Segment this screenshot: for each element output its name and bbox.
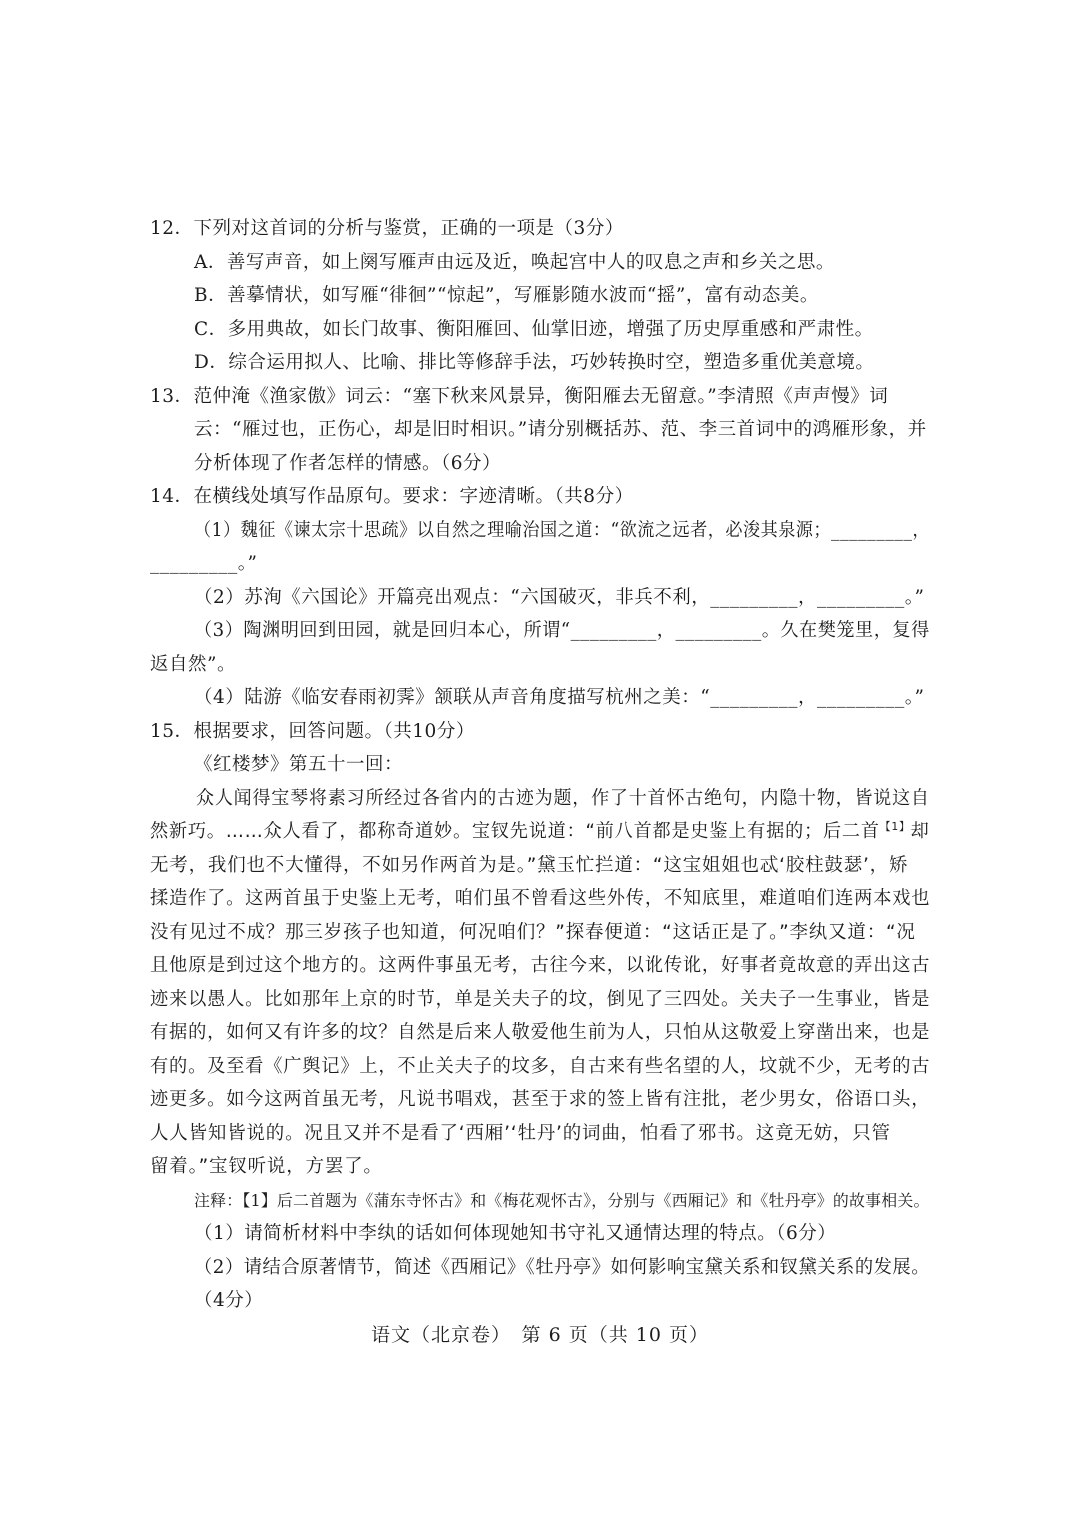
passage-line-4: 揉造作了。这两首虽于史鉴上无考，咱们虽不曾看这些外传，不知底里，难道咱们连两本戏也 (150, 888, 931, 909)
passage-line-3: 无考，我们也不大懂得，不如另作两首为是。”黛玉忙拦道：“这宝姐姐也忒‘胶柱鼓瑟’，矫 (150, 854, 909, 876)
passage-line-2 (150, 815, 930, 849)
footnote: 注释：【1】后二首题为《蒲东寺怀古》和《梅花观怀古》，分别与《西厢记》和《牡丹亭》的故事相关。 (194, 1190, 930, 1210)
q15-source-title: 《红楼梦》第五十一回： (194, 754, 404, 775)
page-body (150, 212, 930, 1318)
q12-stem: 12．下列对这首词的分析与鉴赏，正确的一项是（3分） (150, 218, 624, 239)
q15-sub2-line-2: （4分） (194, 1290, 264, 1311)
q14-sub1-line-1: （1）魏征《谏太宗十思疏》以自然之理喻治国之道：“欲流之远者，必浚其泉源；_________， (194, 519, 930, 541)
q13-line-3: 分析体现了作者怎样的情感。（6分） (194, 452, 502, 474)
passage-line-12: 留着。”宝钗听说，方罢了。 (150, 1156, 383, 1177)
page-footer: 语文（北京卷） 第 6 页（共 10 页） (371, 1324, 709, 1346)
q14-sub1-line-2: _________。” (150, 553, 258, 574)
q14-sub3-line-1: （3）陶渊明回到田园，就是回归本心，所谓“_________，_________。久在樊笼里，复得 (194, 620, 930, 641)
passage-line-2-end: 却 (910, 821, 930, 842)
passage-line-11: 人人皆知皆说的。况且又并不是看了‘西厢’‘牡丹’的词曲，怕看了邪书。这竟无妨，只管 (150, 1122, 891, 1144)
passage-line-9: 有的。及至看《广舆记》上，不止关夫子的坟多，自古来有些名望的人，坟就不少，无考的古 (150, 1055, 931, 1077)
q13-line-2: 云：“雁过也，正伤心，却是旧时相识。”请分别概括苏、范、李三首词中的鸿雁形象，并 (194, 419, 927, 440)
passage-line-2-text: 然新巧。……众人看了，都称奇道妙。宝钗先说道：“前八首都是史鉴上有据的；后二首 (150, 821, 880, 842)
passage-line-1: 众人闻得宝琴将素习所经过各省内的古迹为题，作了十首怀古绝句，内隐十物，皆说这自 (196, 787, 930, 809)
q12-option-c: C．多用典故，如长门故事、衡阳雁回、仙掌旧迹，增强了历史厚重感和严肃性。 (194, 318, 874, 340)
q12-option-d: D．综合运用拟人、比喻、排比等修辞手法，巧妙转换时空，塑造多重优美意境。 (194, 352, 875, 373)
q12-option-a: A．善写声音，如上阕写雁声由远及近，唤起宫中人的叹息之声和乡关之思。 (194, 251, 835, 273)
q14-sub3-line-2: 返自然”。 (150, 653, 236, 675)
q13-line-1: 13．范仲淹《渔家傲》词云：“塞下秋来风景异，衡阳雁去无留意。”李清照《声声慢》词 (150, 385, 889, 407)
passage-line-7: 迹来以愚人。比如那年上京的时节，单是关夫子的坟，倒见了三四处。关夫子一生事业，皆是 (150, 988, 931, 1010)
q14-stem: 14．在横线处填写作品原句。要求：字迹清晰。（共8分） (150, 486, 634, 507)
q15-stem: 15．根据要求，回答问题。（共10分） (150, 720, 475, 742)
passage-line-8: 有据的，如何又有许多的坟？自然是后来人敬爱他生前为人，只怕从这敬爱上穿凿出来，也是 (150, 1022, 931, 1043)
q15-sub2-line-1: （2）请结合原著情节，简述《西厢记》《牡丹亭》如何影响宝黛关系和钗黛关系的发展。 (194, 1256, 931, 1278)
q14-sub2: （2）苏洵《六国论》开篇亮出观点：“六国破灭，非兵不利，_________，_________。” (194, 586, 925, 608)
q12-option-b: B．善摹情状，如写雁“徘徊”“惊起”，写雁影随水波而“摇”，富有动态美。 (194, 285, 819, 306)
passage-line-6: 且他原是到过这个地方的。这两件事虽无考，古往今来，以讹传讹，好事者竟故意的弄出这古 (150, 955, 931, 976)
q14-sub4: （4）陆游《临安春雨初霁》颔联从声音角度描写杭州之美：“_________，_________。” (194, 687, 925, 708)
q15-sub1: （1）请简析材料中李纨的话如何体现她知书守礼又通情达理的特点。（6分） (194, 1223, 837, 1244)
footnote-marker: 【1】 (879, 819, 911, 833)
passage-line-10: 迹更多。如今这两首虽无考，凡说书唱戏，甚至于求的签上皆有注批，老少男女，俗语口头， (150, 1089, 931, 1110)
passage-line-5: 没有见过不成？那三岁孩子也知道，何况咱们？”探春便道：“这话正是了。”李纨又道：“况 (150, 921, 916, 943)
